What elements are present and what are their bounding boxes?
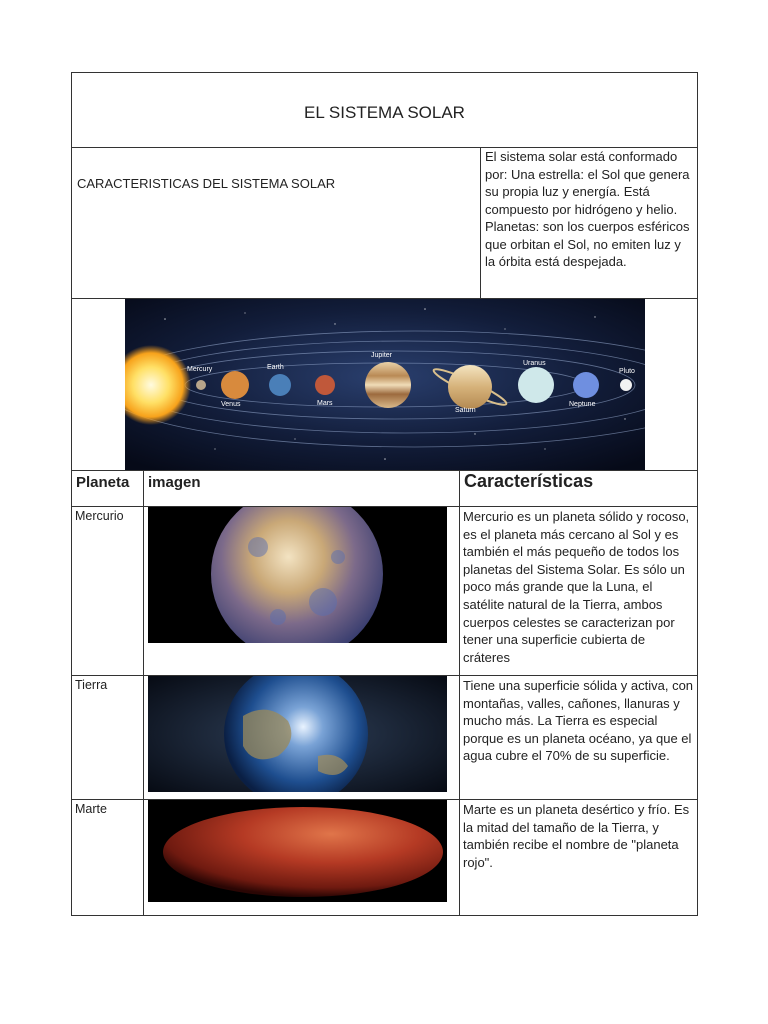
planet-description: Marte es un planeta desértico y frío. Es la mitad del tamaño de la Tierra, y también recibe el nombre de "planeta rojo". (463, 802, 690, 870)
title-cell (71, 72, 698, 148)
table-row-name (71, 506, 144, 676)
banner-label: Uranus (523, 360, 546, 367)
header-label: Características (464, 471, 594, 491)
planet-description: Tiene una superficie sólida y activa, con montañas, valles, cañones, llanuras y mucho más. La Tierra es especial porque es un planeta océano, ya que el agua cubre el 70% de su superficie. (463, 678, 694, 764)
solar-system-description: El sistema solar está conformado por: Una estrella: el Sol que genera su propia luz y energía. Está compuesto por hidrógeno y helio. Planetas: son los cuerpos esféricos que orbitan el Sol, no emiten luz y la órbita está despejada. (485, 149, 690, 269)
table-row-text (459, 675, 698, 800)
banner-label: Saturn (455, 407, 476, 414)
earth-image (148, 676, 447, 792)
mercury-image (148, 507, 447, 643)
document-table (71, 72, 698, 916)
banner-label: Earth (267, 364, 284, 371)
header-caracteristicas (459, 470, 698, 507)
header-label: imagen (148, 474, 201, 491)
section-subtitle: CARACTERISTICAS DEL SISTEMA SOLAR (77, 176, 336, 191)
table-row-name (71, 799, 144, 916)
planet-name: Tierra (75, 678, 108, 692)
table-row-image (143, 675, 460, 800)
subtitle-cell (71, 147, 481, 299)
header-planeta (71, 470, 144, 507)
header-imagen (143, 470, 460, 507)
banner-label: Jupiter (371, 352, 393, 359)
description-cell (480, 147, 698, 299)
document-title: EL SISTEMA SOLAR (304, 103, 465, 122)
header-label: Planeta (76, 474, 130, 491)
planet-name: Mercurio (75, 509, 124, 523)
table-row-image (143, 506, 460, 676)
table-row-name (71, 675, 144, 800)
planet-name: Marte (75, 802, 107, 816)
solar-system-image (125, 299, 645, 471)
table-row-image (143, 799, 460, 916)
banner-label: Mars (317, 400, 333, 407)
table-row-text (459, 506, 698, 676)
banner-label: Neptune (569, 401, 596, 408)
banner-label: Pluto (619, 368, 635, 375)
table-row-text (459, 799, 698, 916)
banner-cell (71, 298, 698, 471)
banner-label: Mercury (187, 366, 213, 373)
banner-label: Venus (221, 401, 241, 408)
planet-description: Mercurio es un planeta sólido y rocoso, es el planeta más cercano al Sol y es también el más pequeño de todos los planetas del Sistema Solar. Es sólo un poco más grande que la Luna, el satélite natural de la Tierra, ambos cuerpos celestes se caracterizan por tener una superficie cubierta de cráteres (463, 509, 690, 665)
mars-image (148, 800, 447, 902)
